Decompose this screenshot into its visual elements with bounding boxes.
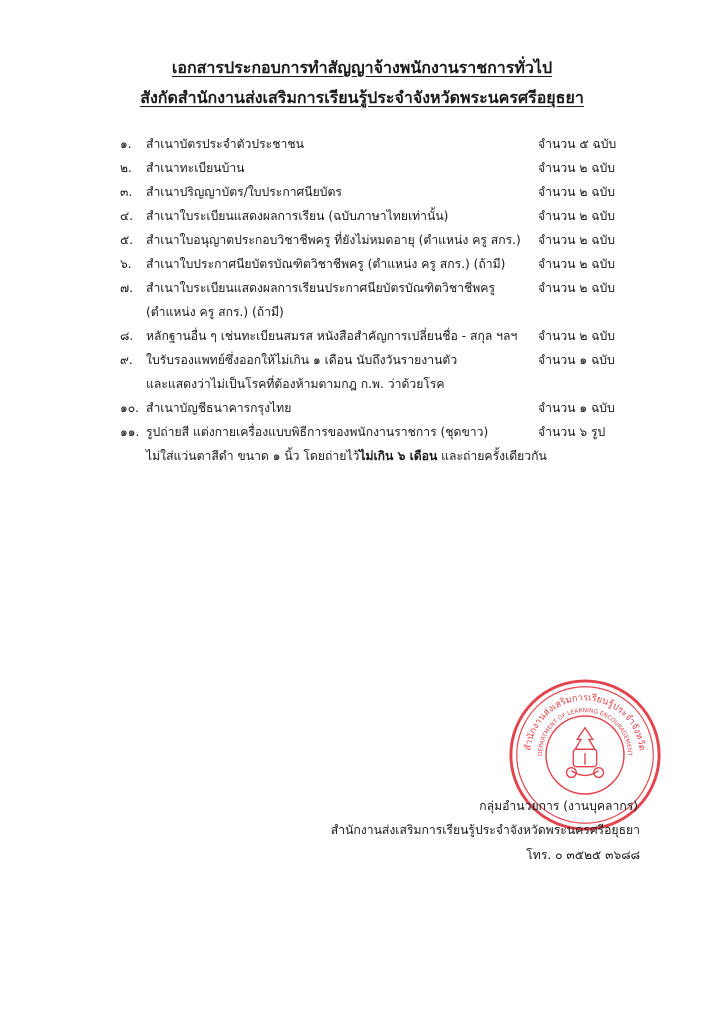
item-quantity: จำนวน ๖ รูป (538, 425, 606, 439)
item-text: สำเนาใบระเบียนแสดงผลการเรียนประกาศนียบัตรบัณฑิตวิชาชีพครู (146, 281, 495, 295)
item-number: ๑๐. (120, 401, 140, 415)
list-item (120, 180, 640, 204)
item-number: ๖. (120, 257, 132, 271)
item-number: ๙. (120, 353, 133, 367)
item-text: สำเนาใบประกาศนียบัตรบัณฑิตวิชาชีพครู (ตำแหน่ง ครู สกร.) (ถ้ามี) (146, 257, 506, 271)
item-number: ๓. (120, 185, 133, 199)
item-number: ๑. (120, 137, 132, 151)
list-item (120, 132, 640, 156)
list-item (120, 276, 640, 324)
item-quantity: จำนวน ๕ ฉบับ (538, 137, 617, 151)
photo-note-part1: ไม่ใส่แว่นตาสีดำ ขนาด ๑ นิ้ว โดยถ่ายไว้ (146, 449, 360, 463)
item-text: ใบรับรองแพทย์ซึ่งออกให้ไม่เกิน ๑ เดือน นับถึงวันรายงานตัว (146, 353, 458, 367)
item-quantity: จำนวน ๒ ฉบับ (538, 209, 616, 223)
document-subtitle: สังกัดสำนักงานส่งเสริมการเรียนรู้ประจำจังหวัดพระนครศรีอยุธยา (140, 88, 584, 107)
list-item (120, 252, 640, 276)
item-text-continued: (ตำแหน่ง ครู สกร.) (ถ้ามี) (146, 305, 284, 319)
item-number: ๑๑. (120, 425, 140, 439)
seal-english-text: DEPARTMENT OF LEARNING ENCOURAGEMENT (538, 708, 632, 757)
item-quantity: จำนวน ๑ ฉบับ (538, 353, 615, 367)
list-item (120, 156, 640, 180)
list-item (120, 396, 640, 420)
list-item (120, 228, 640, 252)
item-quantity: จำนวน ๒ ฉบับ (538, 185, 616, 199)
list-item (120, 204, 640, 228)
footer-phone: โทร. ๐ ๓๕๒๕ ๓๖๘๘ (526, 848, 640, 862)
item-quantity: จำนวน ๒ ฉบับ (538, 161, 616, 175)
item-number: ๗. (120, 281, 134, 295)
list-item (120, 324, 640, 348)
photo-note (146, 444, 640, 468)
item-text: สำเนาปริญญาบัตร/ใบประกาศนียบัตร (146, 185, 342, 199)
seal-emblem-icon (566, 728, 603, 778)
item-text: สำเนาใบระเบียนแสดงผลการเรียน (ฉบับภาษาไทยเท่านั้น) (146, 209, 449, 223)
item-text: สำเนาบัญชีธนาคารกรุงไทย (146, 401, 292, 415)
item-quantity: จำนวน ๒ ฉบับ (538, 281, 616, 295)
item-number: ๕. (120, 233, 134, 247)
item-number: ๔. (120, 209, 134, 223)
item-text: สำเนาใบอนุญาตประกอบวิชาชีพครู ที่ยังไม่หมดอายุ (ตำแหน่ง ครู สกร.) (146, 233, 521, 247)
photo-note-emphasis: ไม่เกิน ๖ เดือน (359, 449, 438, 463)
document-title: เอกสารประกอบการทำสัญญาจ้างพนักงานราชการทั่วไป (171, 58, 553, 77)
item-text: รูปถ่ายสี แต่งกายเครื่องแบบพิธีการของพนักงานราชการ (ชุดขาว) (146, 425, 489, 439)
item-number: ๒. (120, 161, 132, 175)
item-text-continued: และแสดงว่าไม่เป็นโรคที่ต้องห้ามตามกฎ ก.พ. ว่าด้วยโรค (146, 377, 445, 391)
document-list (120, 132, 640, 468)
item-quantity: จำนวน ๒ ฉบับ (538, 329, 616, 343)
footer-department: กลุ่มอำนวยการ (งานบุคลากร) (479, 799, 638, 813)
seal-thai-text: สำนักงานส่งเสริมการเรียนรู้ประจำจังหวัด (522, 692, 648, 752)
item-text: หลักฐานอื่น ๆ เช่นทะเบียนสมรส หนังสือสำคัญการเปลี่ยนชื่อ - สกุล ฯลฯ (146, 329, 518, 343)
photo-note-part2: และถ่ายครั้งเดียวกัน (437, 449, 547, 463)
item-text: สำเนาทะเบียนบ้าน (146, 161, 245, 175)
footer-office: สำนักงานส่งเสริมการเรียนรู้ประจำจังหวัดพระนครศรีอยุธยา (330, 823, 640, 837)
item-quantity: จำนวน ๑ ฉบับ (538, 401, 615, 415)
item-quantity: จำนวน ๒ ฉบับ (538, 233, 616, 247)
item-quantity: จำนวน ๒ ฉบับ (538, 257, 616, 271)
list-item (120, 420, 640, 468)
item-number: ๘. (120, 329, 134, 343)
list-item (120, 348, 640, 396)
item-text: สำเนาบัตรประจำตัวประชาชน (146, 137, 304, 151)
